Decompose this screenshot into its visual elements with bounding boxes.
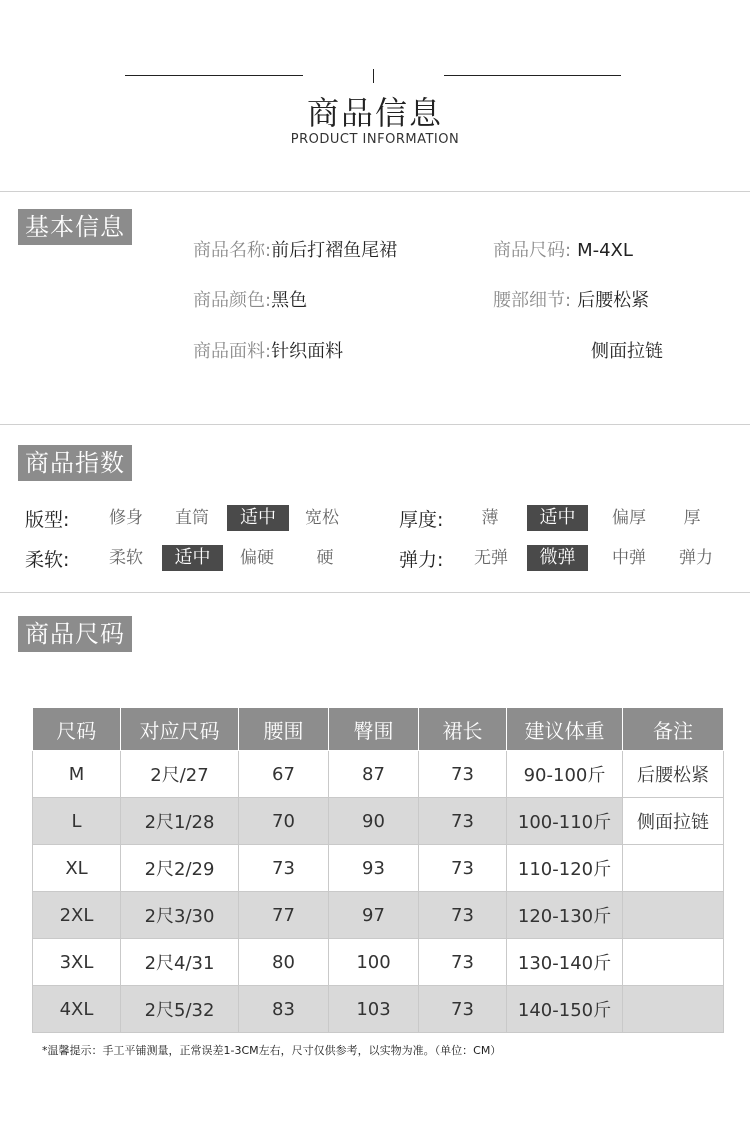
table-row	[33, 939, 724, 986]
field-product-size	[493, 236, 633, 262]
cell-weight: 110-120斤	[507, 845, 623, 892]
cell-weight: 140-150斤	[507, 986, 623, 1033]
table-row	[33, 798, 724, 845]
cell-hip: 97	[329, 892, 419, 939]
cell-weight: 130-140斤	[507, 939, 623, 986]
field-label: 商品面料:	[193, 341, 272, 362]
option-thickness-thin: 薄	[481, 508, 499, 528]
field-value: 侧面拉链	[591, 341, 663, 362]
option-fit-straight: 直筒	[175, 508, 209, 528]
header-rule-left	[125, 75, 303, 76]
cell-equivalent: 2尺3/30	[121, 892, 239, 939]
index-label-thickness: 厚度:	[399, 509, 444, 531]
header-hip: 臀围	[329, 708, 419, 751]
option-thickness-thickish: 偏厚	[612, 508, 646, 528]
cell-waist: 67	[239, 751, 329, 798]
cell-hip: 87	[329, 751, 419, 798]
cell-equivalent: 2尺4/31	[121, 939, 239, 986]
size-badge: 商品尺码	[18, 616, 132, 652]
option-thickness-medium: 适中	[527, 505, 588, 531]
cell-waist: 70	[239, 798, 329, 845]
field-value: 针织面料	[271, 341, 344, 362]
option-softness-soft: 柔软	[109, 548, 143, 568]
cell-equivalent: 2尺2/29	[121, 845, 239, 892]
cell-waist: 77	[239, 892, 329, 939]
header-waist: 腰围	[239, 708, 329, 751]
cell-note	[623, 845, 724, 892]
field-value: M-4XL	[577, 240, 633, 261]
index-label-softness: 柔软:	[25, 549, 70, 571]
table-row	[33, 845, 724, 892]
header-weight: 建议体重	[507, 708, 623, 751]
cell-weight: 100-110斤	[507, 798, 623, 845]
option-elasticity-slight: 微弹	[527, 545, 588, 571]
field-label: 商品名称:	[193, 240, 272, 261]
field-label: 腰部细节:	[493, 290, 572, 311]
option-fit-medium: 适中	[227, 505, 289, 531]
option-thickness-thick: 厚	[683, 508, 701, 528]
cell-hip: 93	[329, 845, 419, 892]
basic-info-badge: 基本信息	[18, 209, 132, 245]
table-row	[33, 986, 724, 1033]
option-softness-hard: 硬	[316, 548, 334, 568]
table-row	[33, 751, 724, 798]
cell-equivalent: 2尺/27	[121, 751, 239, 798]
cell-note	[623, 986, 724, 1033]
header-equivalent: 对应尺码	[121, 708, 239, 751]
field-waist-detail	[493, 286, 649, 312]
header-size: 尺码	[33, 708, 121, 751]
index-label-fit: 版型:	[25, 509, 70, 531]
cell-size: 4XL	[33, 986, 121, 1033]
cell-length: 73	[419, 751, 507, 798]
header-note: 备注	[623, 708, 724, 751]
cell-weight: 90-100斤	[507, 751, 623, 798]
option-fit-loose: 宽松	[305, 508, 339, 528]
cell-length: 73	[419, 939, 507, 986]
option-elasticity-none: 无弹	[474, 548, 508, 568]
cell-hip: 103	[329, 986, 419, 1033]
field-label: 商品尺码:	[493, 240, 572, 261]
cell-note	[623, 892, 724, 939]
cell-size: 3XL	[33, 939, 121, 986]
divider	[0, 191, 750, 192]
size-table	[32, 708, 724, 1033]
page-title: 商品信息	[306, 94, 443, 132]
cell-length: 73	[419, 892, 507, 939]
option-elasticity-stretch: 弹力	[679, 548, 713, 568]
cell-length: 73	[419, 845, 507, 892]
cell-size: L	[33, 798, 121, 845]
cell-hip: 90	[329, 798, 419, 845]
field-product-name	[193, 236, 397, 262]
product-index-badge: 商品指数	[18, 445, 132, 481]
cell-waist: 83	[239, 986, 329, 1033]
option-softness-medium: 适中	[162, 545, 223, 571]
table-row	[33, 892, 724, 939]
option-fit-slim: 修身	[109, 508, 143, 528]
divider	[0, 424, 750, 425]
cell-length: 73	[419, 798, 507, 845]
header-tick	[373, 69, 374, 83]
divider	[0, 592, 750, 593]
cell-note: 侧面拉链	[623, 798, 724, 845]
cell-equivalent: 2尺5/32	[121, 986, 239, 1033]
option-softness-hardish: 偏硬	[240, 548, 274, 568]
cell-equivalent: 2尺1/28	[121, 798, 239, 845]
cell-weight: 120-130斤	[507, 892, 623, 939]
field-value: 后腰松紧	[577, 290, 650, 311]
header-rule-right	[444, 75, 621, 76]
field-side-zipper	[591, 337, 663, 363]
cell-waist: 80	[239, 939, 329, 986]
cell-size: XL	[33, 845, 121, 892]
field-fabric	[193, 337, 343, 363]
cell-hip: 100	[329, 939, 419, 986]
page-subtitle: PRODUCT INFORMATION	[290, 132, 460, 147]
field-product-color	[193, 286, 307, 312]
cell-note: 后腰松紧	[623, 751, 724, 798]
index-label-elasticity: 弹力:	[399, 549, 444, 571]
cell-size: 2XL	[33, 892, 121, 939]
field-value: 黑色	[271, 290, 308, 311]
measurement-tip: *温馨提示：手工平铺测量，正常误差1-3CM左右，尺寸仅供参考，以实物为准。（单位：CM）	[42, 1044, 502, 1057]
field-label: 商品颜色:	[193, 290, 272, 311]
cell-size: M	[33, 751, 121, 798]
field-value: 前后打褶鱼尾裙	[271, 240, 398, 261]
table-header-row	[33, 708, 724, 751]
cell-length: 73	[419, 986, 507, 1033]
cell-note	[623, 939, 724, 986]
header-length: 裙长	[419, 708, 507, 751]
cell-waist: 73	[239, 845, 329, 892]
option-elasticity-medium: 中弹	[612, 548, 646, 568]
